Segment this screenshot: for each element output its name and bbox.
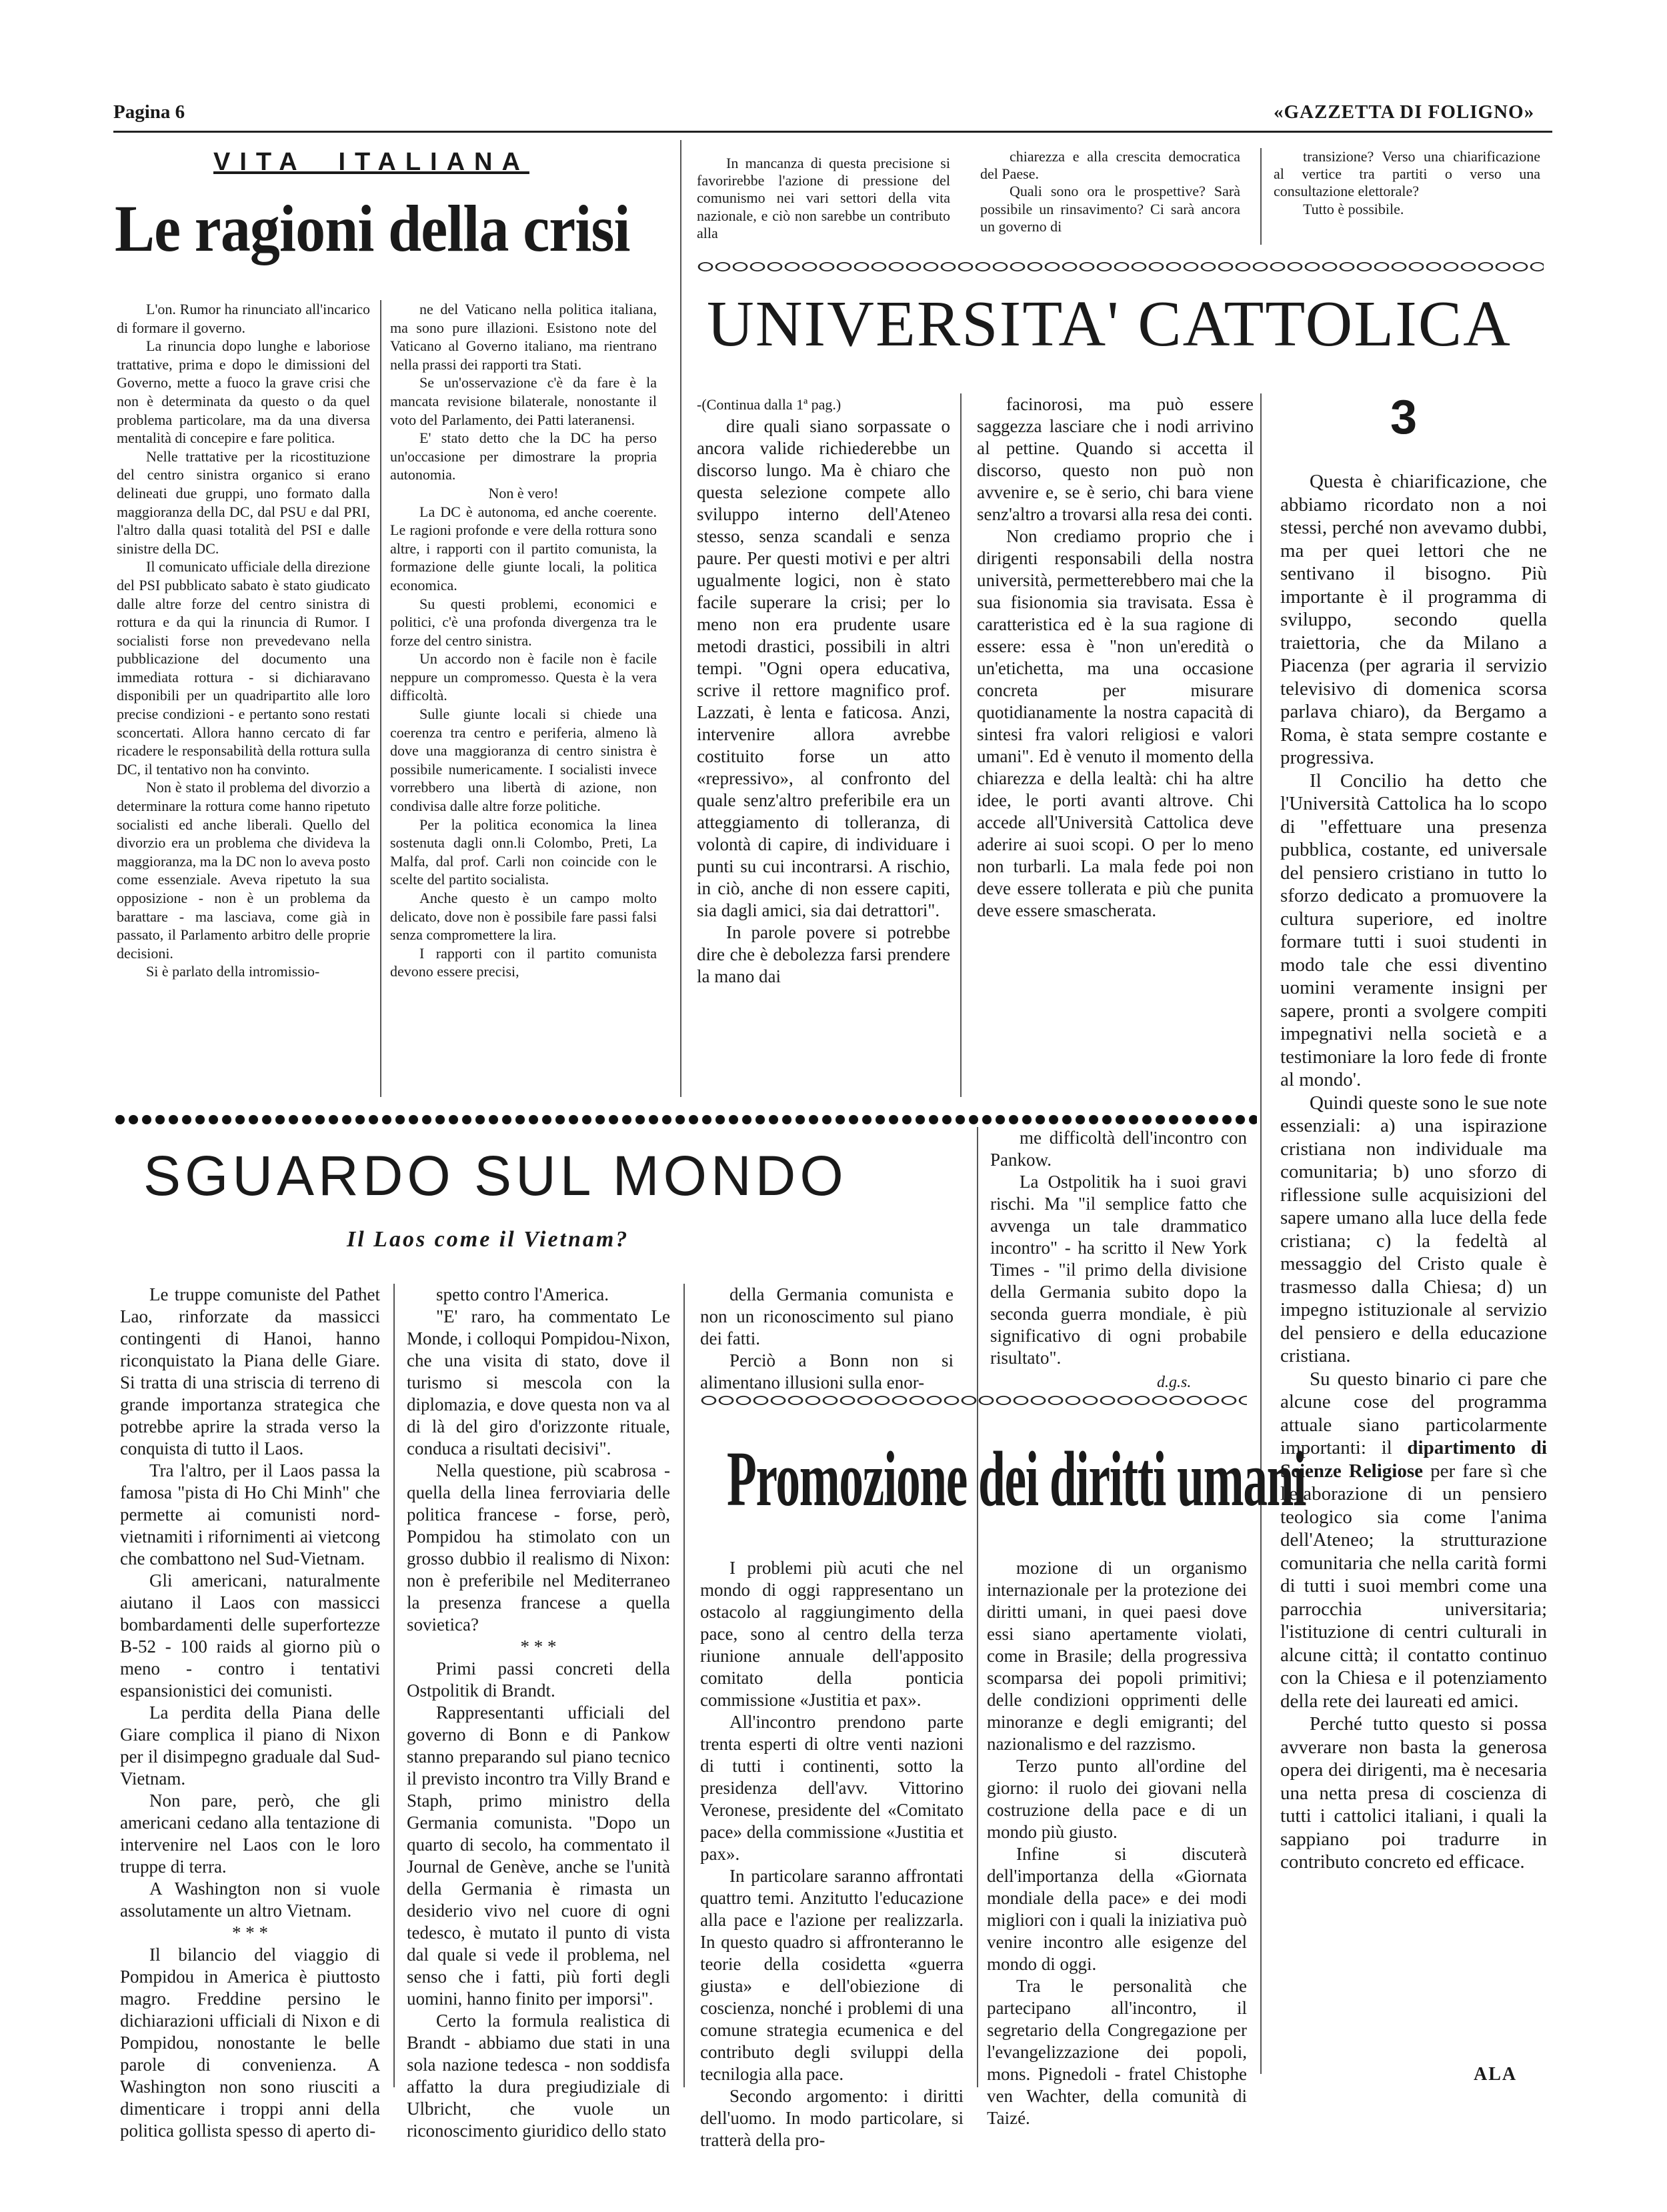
paragraph: ne del Vaticano nella politica italiana, ma sono pure illazioni. Esistono note del Vaticano al Governo italiano, ma rientrano nella prassi dei rapporti tra Stati. [390, 301, 657, 373]
paragraph: chiarezza e alla crescita democratica del Paese. [980, 148, 1240, 183]
universita-signature: ALA [1474, 2064, 1518, 2085]
paragraph: Tra l'altro, per il Laos passa la famosa "pista di Ho Chi Minh" che permette ai comunisti nord-vietnamiti i rifornimenti ai vietcong che combattono nel Sud-Vietnam. [120, 1460, 380, 1568]
column-rule [683, 1284, 685, 2087]
paragraph: Su questi problemi, economici e politici, c'è una profonda divergenza tra le forze del centro sinistra. [390, 595, 657, 649]
paragraph: L'on. Rumor ha rinunciato all'incarico di formare il governo. [117, 301, 370, 336]
paragraph: Nelle trattative per la ricostituzione del centro sinistra organico si erano delineati due gruppi, uno formato dalla maggioranza della DC, dal PSU e dal PRI, l'altro dalla quasi totalità del PSI e dalle sinistre della DC. [117, 447, 370, 557]
universita-number: 3 [1390, 391, 1418, 444]
paragraph: Nella questione, più scabrosa - quella della linea ferroviaria delle politica francese - forse, però, Pompidou ha stimolato con un grosso dubbio il realismo di Nixon: non è preferibile nel Mediterraneo la presenza francese a quella sovietica? [407, 1460, 670, 1634]
column-rule [960, 393, 962, 1097]
paragraph: A Washington non si vuole assolutamente un altro Vietnam. [120, 1879, 380, 1921]
paragraph: Il comunicato ufficiale della direzione del PSI pubblicato sabato è stato giudicato dalle altre forze del centro sinistra di rottura e da qui la rinuncia di Rumor. I socialisti forse non prevedevano nella pubblicazione del documento una immediata rottura - si dichiaravano disponibili per un quadripartito alle loro precise condizioni - e pertanto sono restati sconcertati. Allora hanno cercato di far ricadere le responsabilità della rottura sulla DC, il tentativo non ha convinto. [117, 558, 370, 778]
paragraph: Il bilancio del viaggio di Pompidou in America è piuttosto magro. Freddine persino le dichiarazioni ufficiali di Nixon e di Pompidou, nonostante le belle parole di convenienza. A Washington non sono riusciti a dimenticare i troppi anni della politica gollista spesso di aperto di- [120, 1945, 380, 2141]
column-rule [393, 1284, 395, 2087]
paragraph: Infine si discuterà dell'importanza della «Giornata mondiale della pace» e dei modi migliori con i quali la iniziativa può venire incontro alle esigenze del mondo di oggi. [987, 1844, 1247, 1974]
ornamental-rule [700, 1395, 1247, 1406]
paragraph: Questa è chiarificazione, che abbiamo ricordato non a noi stessi, perché non avevamo dubbi, ma per quei lettori che ne sentivano il bisogno. Più importante è il programma di sviluppo, secondo quella traiettoria, che da Milano a Piacenza (per agraria il servizio televisivo di domenica scorsa parlava chiaro), da Bergamo a Roma, è stata sempre costante e progressiva. [1280, 471, 1547, 768]
paragraph: All'incontro prendono parte trenta esperti di oltre venti nazioni di tutti i continenti, sotto la presidenza dell'avv. Vittorino Veronese, presidente del «Comitato pace» della commissione «Justitia et pax». [700, 1712, 964, 1864]
promozione-column-2 [987, 1557, 1247, 2128]
bold-phrase: dipartimento di Scienze Religiose [1280, 1437, 1547, 1482]
paragraph: Gli americani, naturalmente aiutano il Laos con massicci bombardamenti delle superfortezze B-52 - 100 raids al giorno più o meno - contro i tentativi espansionistici dei comunisti. [120, 1570, 380, 1701]
paragraph: * * * [520, 1636, 557, 1656]
paragraph: La Ostpolitik ha i suoi gravi rischi. Ma "il semplice fatto che avvenga un tale drammatico incontro" - ha scritto il New York Times - "il primo della divisione della Germania subito dopo la seconda guerra mondiale, è più significativo di ogni probabile risultato". [990, 1172, 1247, 1368]
universita-column-3 [1280, 470, 1547, 2084]
page-label: Pagina 6 [113, 101, 185, 123]
paragraph: facinorosi, ma può essere saggezza lasciare che i nodi arrivino al pettine. Quando si accetta il discorso, questo non può non avvenire e, se è serio, chi bara viene senz'altro a trovarsi alla resa dei conti. [977, 394, 1254, 524]
paragraph: Rappresentanti ufficiali del governo di Bonn e di Pankow stanno preparando sul piano tecnico il previsto incontro tra Villy Brand e Staph, primo ministro della Germania comunista. "Dopo un quarto di secolo, ha commentato il Journal de Genève, anche se l'unità della Germania è rimasta un desiderio vivo nel cuore di ogni tedesco, è mutato il punto di vista dal quale si vede il problema, nel senso che i fatti, più forti degli uomini, hanno finito per imporsi". [407, 1703, 670, 2009]
paragraph: E' stato detto che la DC ha perso un'occasione per dimostrare la propria autonomia. [390, 429, 657, 483]
paragraph: I problemi più acuti che nel mondo di oggi rappresentano un ostacolo al raggiungimento della pace, sono al centro della terza riunione annuale dell'apposito comitato della ponticia commissione «Justitia et pax». [700, 1558, 964, 1710]
promozione-column-1 [700, 1557, 964, 2150]
paragraph: La DC è autonoma, ed anche coerente. Le ragioni profonde e vere della rottura sono altre, i rapporti con il partito comunista, la formazione delle giunte locali, la politica economica. [390, 503, 657, 594]
paragraph: Tra le personalità che partecipano all'incontro, il segretario della Congregazione per l'evangelizzazione dei popoli, mons. Pignedoli - fratel Chistophe ven Wachter, della comunità di Taizé. [987, 1976, 1247, 2128]
column-rule [1260, 393, 1262, 2074]
mondo-column-1 [120, 1284, 380, 2141]
paragraph: dire quali siano sorpassate o ancora valide richiederebbe un discorso lungo. Ma è chiaro che questa selezione compete allo sviluppo interno dell'Ateneo stesso, senza scandali e senza paure. Per questi motivi e per altri ugualmente logici, non è stato facile superare la crisi; per lo meno non era prudente usare metodi drastici, possibili in altri tempi. "Ogni opera educativa, scrive il rettore magnifico prof. Lazzati, è lenta e faticosa. Anzi, intervenire allora avrebbe costituito forse un atto «repressivo», al confronto del quale senz'altro preferibile era un atteggiamento di tolleranza, di volontà di capire, di individuare i punti su cui incontrarsi. A rischio, in ciò, anche di non essere capiti, sia dagli amici, sia dai detrattori". [697, 416, 950, 920]
vita-column-2 [390, 300, 657, 1100]
column-rule [680, 140, 681, 1097]
vita-section-label: VITA ITALIANA [213, 148, 529, 176]
paragraph: Il Concilio ha detto che l'Università Cattolica ha lo scopo di "effettuare una presenza pubblica, costante, ed universale del pensiero cristiano in tutto lo sforzo dedicato a promuovere la cultura superiore, ed inoltre formare tutti i suoi studenti in modo tale che essi diventino uomini veramente insigni per sapere, pronti a svolgere compiti impegnativi nella società e a testimoniare la loro fede di fronte al mondo'. [1280, 770, 1547, 1090]
paragraph: mozione di un organismo internazionale per la protezione dei diritti umani, in quei paesi dove essi siano apertamente violati, come in Brasile; della progressiva scomparsa dei popoli primitivi; delle condizioni opprimenti delle minoranze e degli emigranti; del nazionalismo e del razzismo. [987, 1558, 1247, 1754]
paragraph: Certo la formula realistica di Brandt - abbiamo due stati in una sola nazione tedesca - non soddisfa affatto la dura pregiudiziale di Ulbricht, che vuole un riconoscimento giuridico dello stato [407, 2011, 670, 2141]
section-divider-dots [113, 1115, 1257, 1124]
header-rule [113, 131, 1552, 133]
mondo-column-3 [700, 1284, 954, 1392]
paragraph: transizione? Verso una chiarificazione al vertice tra partiti o verso una consultazione elettorale? [1274, 148, 1540, 200]
paragraph: I rapporti con il partito comunista devono essere precisi, [390, 944, 657, 980]
paragraph: Se un'osservazione c'è da fare è la mancata revisione bilaterale, nonostante il voto del Parlamento, dei Patti lateranensi. [390, 374, 657, 428]
vita-headline: Le ragioni della crisi [115, 191, 630, 265]
paragraph: "E' raro, ha commentato Le Monde, i colloqui Pompidou-Nixon, che una visita di stato, dove il turismo si mescola con la diplomazia, e dove questa non va al di là del giro d'orizzonte rituale, conduca a risultati decisivi". [407, 1306, 670, 1458]
newspaper-name: «GAZZETTA DI FOLIGNO» [1274, 101, 1535, 123]
paragraph: Sulle giunte locali si chiede una coerenza tra centro e periferia, almeno là dove una maggioranza di centro sinistra è possibile numericamente. I socialisti invece vorrebbero una libertà di azione, non condivisa dalle altre forze politiche. [390, 706, 657, 815]
paragraph: Non è vero! [488, 484, 559, 501]
column-rule [1260, 148, 1262, 245]
vita-column-3 [697, 155, 950, 248]
paragraph: Secondo argomento: i diritti dell'uomo. In modo particolare, si tratterà della pro- [700, 2086, 964, 2150]
paragraph: Terzo punto all'ordine del giorno: il ruolo dei giovani nella costruzione della pace e di un mondo più giusto. [987, 1756, 1247, 1842]
mondo-column-2 [407, 1284, 670, 2141]
paragraph: Anche questo è un campo molto delicato, dove non è possibile fare passi falsi senza compromettere la lira. [390, 890, 657, 944]
column-rule [380, 300, 381, 1097]
paragraph: La perdita della Piana delle Giare complica il piano di Nixon per il disimpegno graduale dal Sud-Vietnam. [120, 1703, 380, 1789]
paragraph: * * * [232, 1923, 268, 1943]
paragraph: In parole povere si potrebbe dire che è debolezza farsi prendere la mano dai [697, 922, 950, 986]
paragraph: me difficoltà dell'incontro con Pankow. [990, 1128, 1247, 1170]
mondo-signature: d.g.s. [1157, 1374, 1192, 1391]
paragraph: -(Continua dalla 1ª pag.) [697, 396, 842, 413]
mondo-subheadline: Il Laos come il Vietnam? [347, 1227, 629, 1252]
column-rule [977, 1127, 978, 2087]
universita-headline: UNIVERSITA' CATTOLICA [707, 288, 1512, 360]
mondo-headline: SGUARDO SUL MONDO [143, 1144, 848, 1207]
paragraph: Su questo binario ci pare che alcune cose del programma attuale siano particolarmente importanti: il dipartimento di Scienze Religiose per fare sì che l'elaborazione di un pensiero teologico sia come l'anima dell'Ateneo; la strutturazione comunitaria che nella carità formi di tutti i suoi membri come una parrocchia universitaria; l'istituzione di centri culturali in alcune città; il contatto continuo con la Chiesa e il potenziamento della rete dei laureati ed amici. [1280, 1368, 1547, 1712]
paragraph: Si è parlato della intromissio- [146, 963, 320, 980]
paragraph: della Germania comunista e non un riconoscimento sul piano dei fatti. [700, 1284, 954, 1348]
paragraph: Quali sono ora le prospettive? Sarà possibile un rinsavimento? Ci sarà ancora un governo di [980, 183, 1240, 235]
ornamental-rule [697, 261, 1544, 272]
vita-column-5 [1274, 148, 1540, 248]
paragraph: In particolare saranno affrontati quattro temi. Anzitutto l'educazione alla pace e l'azione per realizzarla. In questo quadro si affronteranno le teorie della cosidetta «guerra giusta» e dell'obiezione di coscienza, nonché i problemi di una comune strategia ecumenica e del contributo degli sviluppi della tecnilogia alla pace. [700, 1866, 964, 2084]
paragraph: Non è stato il problema del divorzio a determinare la rottura come hanno ripetuto socialisti ed anche liberali. Quello del divorzio era un problema che divideva la maggioranza, ma la DC non lo aveva posto come essenziale. Aveva ripetuto la sua opposizione - non è un problema da barattare - ma lasciava, come già in passato, il Parlamento arbitro delle proprie decisioni. [117, 779, 371, 962]
paragraph: Le truppe comuniste del Pathet Lao, rinforzate da massicci contingenti di Hanoi, hanno riconquistato la Piana delle Giare. Si tratta di una striscia di terreno di grande importanza strategica che potrebbe aprire la strada verso la conquista di tutto il Laos. [120, 1284, 380, 1458]
universita-column-1 [697, 393, 950, 1100]
promozione-headline: Promozione dei diritti umani [727, 1435, 1306, 1522]
paragraph: Non pare, però, che gli americani cedano alla tentazione di intervenire nel Laos con le loro truppe di terra. [120, 1791, 380, 1877]
mondo-column-4 [990, 1127, 1247, 1374]
paragraph: Perciò a Bonn non si alimentano illusioni sulla enor- [700, 1350, 954, 1392]
paragraph: Non crediamo proprio che i dirigenti responsabili della nostra università, permetterebbero mai che la sua fisionomia sia travisata. Essa è caratteristica ed è la sua ragione di essere: essa è "non un'eredità o un'etichetta, ma una occasione concreta per misurare quotidianamente la nostra capacità di sintesi fra valori religiosi e valori umani". Ed è venuto il momento della chiarezza e della lealtà: chi ha altre idee, le porti avanti altrove. Chi accede all'Università Cattolica deve aderire ai suoi scopi. O per lo meno non turbarli. La mala fede poi non deve essere tollerata e più che punita deve essere smascherata. [977, 526, 1254, 920]
paragraph: In mancanza di questa precisione si favorirebbe l'azione di pressione del comunismo nei vari settori della vita nazionale, e ciò non sarebbe un contributo alla [697, 155, 950, 241]
vita-column-4 [980, 148, 1240, 248]
vita-column-1 [117, 300, 370, 1100]
paragraph: Primi passi concreti della Ostpolitik di Brandt. [407, 1658, 670, 1701]
paragraph: La rinuncia dopo lunghe e laboriose trattative, prima e dopo le dimissioni del Governo, mette a fuoco la grave crisi che non è determinata da questo o da quel problema particolare, ma da una diversa mentalità di concepire e fare politica. [117, 337, 370, 447]
paragraph: Per la politica economica la linea sostenuta dagli onn.li Colombo, Preti, La Malfa, dal prof. Carli non coincide con le scelte del partito socialista. [390, 816, 657, 888]
universita-column-2 [977, 393, 1254, 1100]
paragraph: Quindi queste sono le sue note essenziali: a) una ispirazione cristiana non individuale ma comunitaria; b) uno sforzo di riflessione sulle acquisizioni del sapere umano alla luce della fede cristiana; c) la fedeltà al messaggio del Cristo quale è trasmesso dalla Chiesa; d) un impegno istituzionale al servizio del pensiero e della educazione cristiana. [1280, 1092, 1547, 1366]
paragraph: spetto contro l'America. [436, 1284, 609, 1304]
paragraph: Perché tutto questo si possa avverare non basta la generosa opera dei dirigenti, ma è necesaria una netta presa di coscienza di tutti i cattolici italiani, i quali la sappiano poi tradurre in contributo concreto ed efficace. [1280, 1713, 1547, 1873]
paragraph: Tutto è possibile. [1303, 200, 1404, 217]
paragraph: Un accordo non è facile non è facile neppure un compromesso. Questa è la vera difficoltà. [390, 650, 657, 704]
